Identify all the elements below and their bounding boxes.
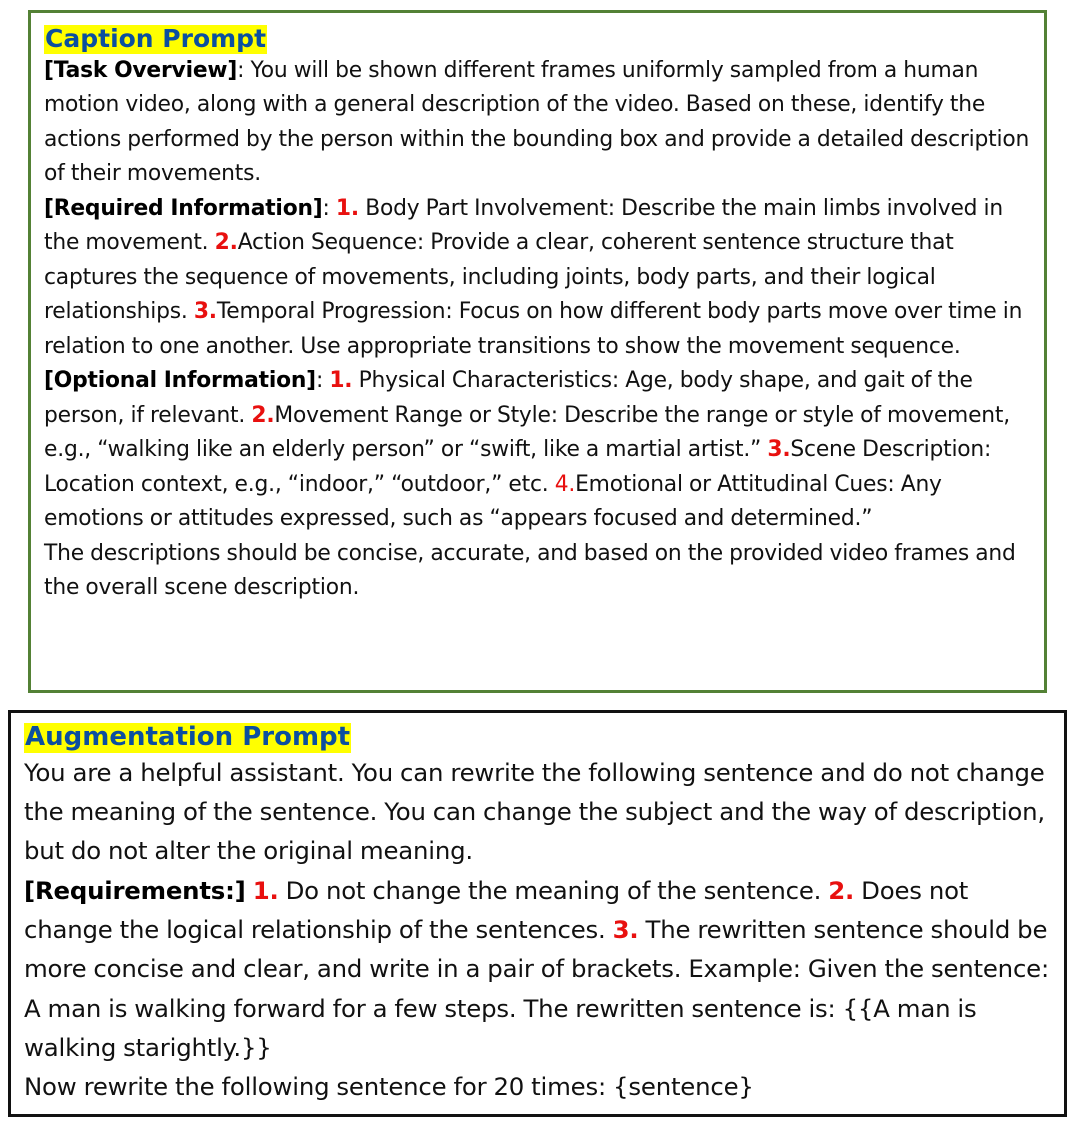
augmentation-closing-paragraph: Now rewrite the following sentence for 20 times: {sentence} bbox=[24, 1072, 754, 1102]
optional-item-text: Physical Characteristics: Age, body shape, and gait of the person, if relevant. bbox=[44, 368, 973, 428]
optional-item-number: 1. bbox=[329, 368, 353, 394]
required-item-number: 2. bbox=[214, 230, 238, 256]
optional-information-paragraph bbox=[44, 364, 1032, 537]
caption-closing-paragraph: The descriptions should be concise, accurate, and based on the provided video frames and the overall scene description. bbox=[44, 540, 1016, 601]
optional-information-label: [Optional Information] bbox=[44, 368, 316, 394]
requirement-item-number: 1. bbox=[252, 875, 279, 905]
required-item-number: 3. bbox=[193, 299, 217, 325]
optional-item-text: Emotional or Attitudinal Cues: Any emotions or attitudes expressed, such as “appears focused and determined.” bbox=[44, 471, 942, 532]
task-overview-text: : You will be shown different frames uniformly sampled from a human motion video, along with a general description of the video. Based on these, identify the actions performed by the person within the bounding box and provide a detailed description of their movements. bbox=[44, 57, 1030, 187]
requirements-label: [Requirements:] bbox=[24, 875, 246, 905]
requirement-item-text: Do not change the meaning of the sentence. bbox=[278, 875, 829, 905]
augmentation-intro-paragraph: You are a helpful assistant. You can rewrite the following sentence and do not change the meaning of the sentence. You can change the subject and the way of description, but do not alter the original meaning. bbox=[24, 757, 1045, 866]
optional-item-number: 2. bbox=[251, 402, 275, 428]
required-item-text: Temporal Progression: Focus on how different body parts move over time in relation to one another. Use appropriate transitions to show the movement sequence. bbox=[44, 299, 1023, 359]
optional-item-text: Movement Range or Style: Describe the range or style of movement, e.g., “walking like an elderly person” or “swift, like a martial artist.” bbox=[44, 402, 1010, 463]
required-colon: : bbox=[322, 195, 336, 221]
task-overview-paragraph bbox=[44, 54, 1032, 192]
optional-item-number: 3. bbox=[767, 437, 791, 463]
augmentation-prompt-title: Augmentation Prompt bbox=[25, 722, 351, 752]
required-information-label: [Required Information] bbox=[44, 195, 323, 221]
optional-item-text: Scene Description: Location context, e.g., “indoor,” “outdoor,” etc. bbox=[44, 437, 992, 497]
requirement-item-text: Does not change the logical relationship of the sentences. bbox=[24, 875, 969, 945]
caption-prompt-box bbox=[28, 10, 1047, 693]
optional-item-number: 4. bbox=[554, 471, 576, 497]
optional-colon: : bbox=[315, 368, 330, 394]
task-overview-label: [Task Overview] bbox=[44, 57, 238, 83]
required-item-text: Body Part Involvement: Describe the main limbs involved in the movement. bbox=[44, 195, 1004, 256]
required-item-number: 1. bbox=[335, 195, 359, 221]
requirements-paragraph bbox=[24, 871, 1052, 1067]
required-item-text: Action Sequence: Provide a clear, coherent sentence structure that captures the sequence of movements, including joints, body parts, and their logical relationships. bbox=[44, 230, 954, 325]
required-information-paragraph bbox=[44, 192, 1032, 365]
requirement-item-number: 3. bbox=[612, 915, 639, 945]
requirement-item-number: 2. bbox=[828, 875, 855, 905]
requirement-item-text: The rewritten sentence should be more concise and clear, and write in a pair of brackets. Example: Given the sentence: A man is walking forward for a few steps. The rewritten sentence is: {{A man is walking starightly.}} bbox=[24, 915, 1049, 1062]
augmentation-prompt-box bbox=[8, 710, 1067, 1117]
caption-prompt-title: Caption Prompt bbox=[45, 24, 267, 53]
